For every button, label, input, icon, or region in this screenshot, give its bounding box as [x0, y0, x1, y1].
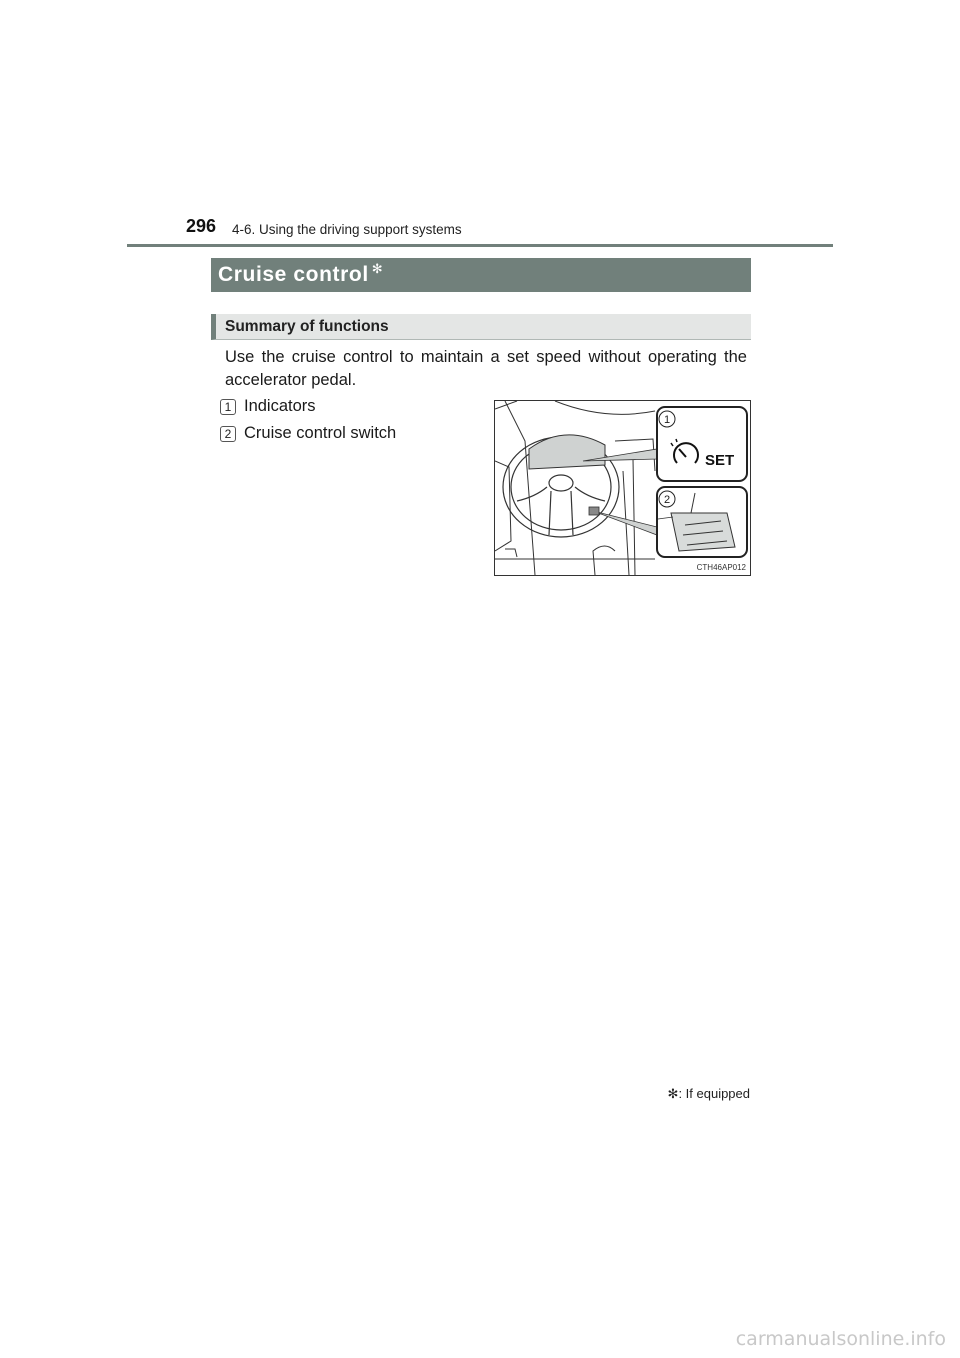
- legend-item-indicators: [220, 397, 316, 416]
- footnote: ✻: If equipped: [667, 1086, 750, 1101]
- if-equipped-marker: ✻: [371, 261, 383, 276]
- cruise-control-figure: [494, 400, 751, 576]
- page-number: 296: [186, 216, 217, 236]
- figure-code: CTH46AP012: [696, 563, 746, 572]
- section-title: Cruise control: [218, 263, 369, 286]
- section-path: 4-6. Using the driving support systems: [232, 222, 462, 237]
- intro-paragraph: Use the cruise control to maintain a set speed without operating the accelerator pedal.: [225, 348, 747, 389]
- legend-number-1: 1: [220, 399, 236, 415]
- legend-label-indicators: Indicators: [244, 397, 316, 415]
- watermark: carmanualsonline.info: [735, 1328, 946, 1350]
- legend-label-switch: Cruise control switch: [244, 424, 397, 442]
- set-indicator-label: SET: [705, 452, 735, 469]
- header-rule: [127, 244, 833, 247]
- callout-number-1: 1: [663, 414, 671, 426]
- legend-item-switch: [220, 424, 396, 443]
- figure-illustration: [495, 401, 750, 575]
- legend-number-2: 2: [220, 426, 236, 442]
- subsection-title: Summary of functions: [225, 317, 389, 335]
- callout-number-2: 2: [663, 494, 671, 506]
- section-title-bar: [211, 258, 751, 292]
- subsection-bar: [211, 314, 751, 340]
